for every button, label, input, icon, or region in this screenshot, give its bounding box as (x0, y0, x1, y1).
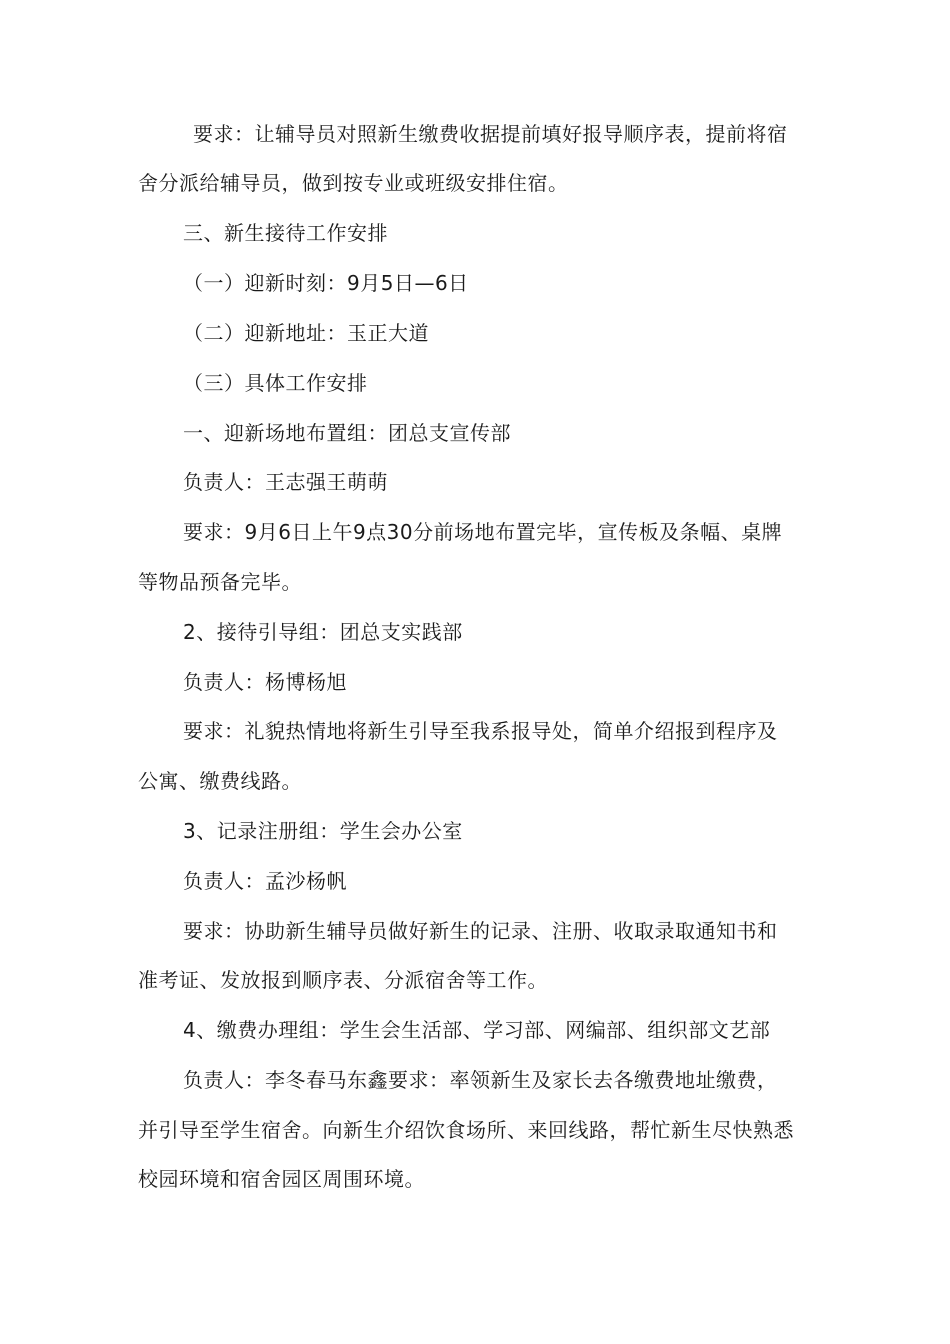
group-heading: 一、迎新场地布置组：团总支宣传部 (183, 421, 511, 445)
group-heading: 4、缴费办理组：学生会生活部、学习部、网编部、组织部文艺部 (183, 1018, 771, 1042)
paragraph-line: 并引导至学生宿舍。向新生介绍饮食场所、来回线路，帮忙新生尽快熟悉 (138, 1118, 794, 1142)
paragraph-line: 校园环境和宿舍园区周围环境。 (138, 1167, 425, 1191)
paragraph-requirement: 要求：礼貌热情地将新生引导至我系报导处，简单介绍报到程序及 (183, 719, 778, 743)
section-heading: 三、新生接待工作安排 (183, 221, 388, 245)
paragraph-line: 等物品预备完毕。 (138, 570, 302, 594)
group-heading: 3、记录注册组：学生会办公室 (183, 819, 463, 843)
person-in-charge: 负责人：李冬春马东鑫要求：率领新生及家长去各缴费地址缴费， (183, 1068, 778, 1092)
person-in-charge: 负责人：杨博杨旭 (183, 670, 347, 694)
paragraph-line: 公寓、缴费线路。 (138, 769, 302, 793)
list-item: （一）迎新时刻：9月5日—6日 (183, 271, 469, 295)
list-item: （三）具体工作安排 (183, 371, 368, 395)
list-item: （二）迎新地址：玉正大道 (183, 321, 429, 345)
group-heading: 2、接待引导组：团总支实践部 (183, 620, 463, 644)
person-in-charge: 负责人：孟沙杨帆 (183, 869, 347, 893)
paragraph-requirement: 要求：协助新生辅导员做好新生的记录、注册、收取录取通知书和 (183, 919, 778, 943)
paragraph-requirement-counselor: 要求：让辅导员对照新生缴费收据提前填好报导顺序表，提前将宿 (193, 122, 788, 146)
person-in-charge: 负责人：王志强王萌萌 (183, 470, 388, 494)
paragraph-line: 准考证、发放报到顺序表、分派宿舍等工作。 (138, 968, 548, 992)
paragraph-line: 舍分派给辅导员，做到按专业或班级安排住宿。 (138, 171, 569, 195)
paragraph-requirement: 要求：9月6日上午9点30分前场地布置完毕，宣传板及条幅、桌牌 (183, 520, 783, 544)
